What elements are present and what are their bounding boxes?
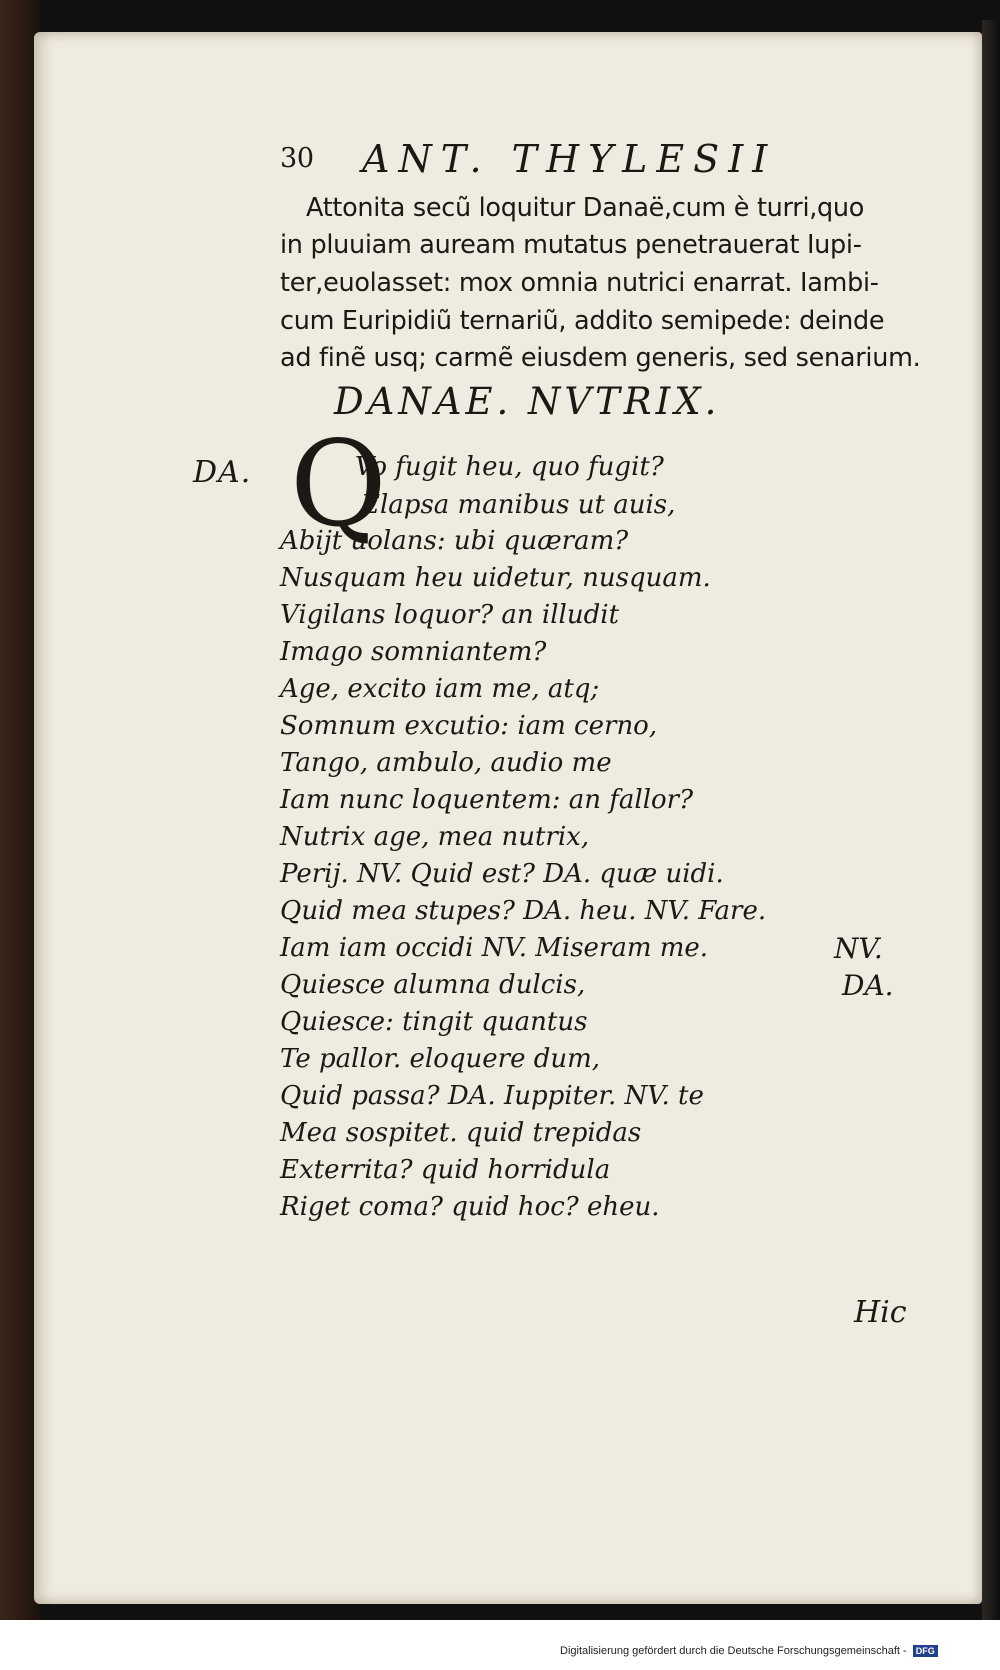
verse-line: Te pallor. eloquere dum,: [280, 1044, 601, 1074]
digitization-footer: [560, 1645, 938, 1657]
verse-line: Imago somniantem?: [280, 637, 547, 667]
catchword: Hic: [854, 1295, 907, 1330]
verse-line: Quiesce: tingit quantus: [280, 1007, 588, 1037]
verse-line: Tango, ambulo, audio me: [280, 748, 612, 778]
verse-line: Iam nunc loquentem: an fallor?: [280, 785, 694, 815]
verse-line: Riget coma? quid hoc? eheu.: [280, 1192, 660, 1222]
argument-line: cum Euripidiũ ternariũ, addito semipede: deinde: [280, 306, 885, 336]
margin-speaker-label: NV.: [834, 932, 883, 965]
argument-line: Attonita secũ loquitur Danaë,cum è turri,quo: [306, 193, 865, 223]
verse-line: Somnum excutio: iam cerno,: [280, 711, 658, 741]
verse-line: Vo fugit heu, quo fugit?: [355, 452, 664, 482]
verse-line: Quiesce alumna dulcis,: [280, 970, 586, 1000]
verse-line: Elapsa manibus ut auis,: [361, 490, 676, 520]
funding-notice: Digitalisierung gefördert durch die Deutsche Forschungsgemeinschaft -: [560, 1645, 907, 1657]
verse-line: Exterrita? quid horridula: [280, 1155, 611, 1185]
page-edge: [982, 20, 1000, 1620]
verse-line: Nutrix age, mea nutrix,: [280, 822, 590, 852]
verse-line: Perij. NV. Quid est? DA. quæ uidi.: [280, 859, 724, 889]
verse-line: Nusquam heu uidetur, nusquam.: [280, 563, 711, 593]
verse-line: Vigilans loquor? an illudit: [280, 600, 620, 630]
page-number: 30: [280, 143, 314, 174]
verse-line: Iam iam occidi NV. Miseram me.: [280, 933, 709, 963]
dramatis-personae-heading: DANAE. NVTRIX.: [334, 380, 721, 423]
argument-line: ter,euolasset: mox omnia nutrici enarrat. Iambi-: [280, 268, 879, 298]
verse-line: Abijt uolans: ubi quæram?: [280, 526, 629, 556]
verse-line: Quid passa? DA. Iuppiter. NV. te: [280, 1081, 704, 1111]
drop-cap-initial: Q: [290, 415, 387, 553]
running-head: ANT. THYLESII: [362, 137, 777, 181]
margin-speaker-label: DA.: [842, 969, 894, 1002]
verse-line: Quid mea stupes? DA. heu. NV. Fare.: [280, 896, 767, 926]
speaker-label: DA.: [193, 455, 252, 490]
verse-line: Age, excito iam me, atq;: [280, 674, 600, 704]
argument-line: in pluuiam auream mutatus penetrauerat Iupi-: [280, 230, 862, 260]
argument-line: ad finẽ usq; carmẽ eiusdem generis, sed senarium.: [280, 343, 921, 373]
verse-line: Mea sospitet. quid trepidas: [280, 1118, 642, 1148]
dfg-logo: DFG: [913, 1645, 938, 1657]
